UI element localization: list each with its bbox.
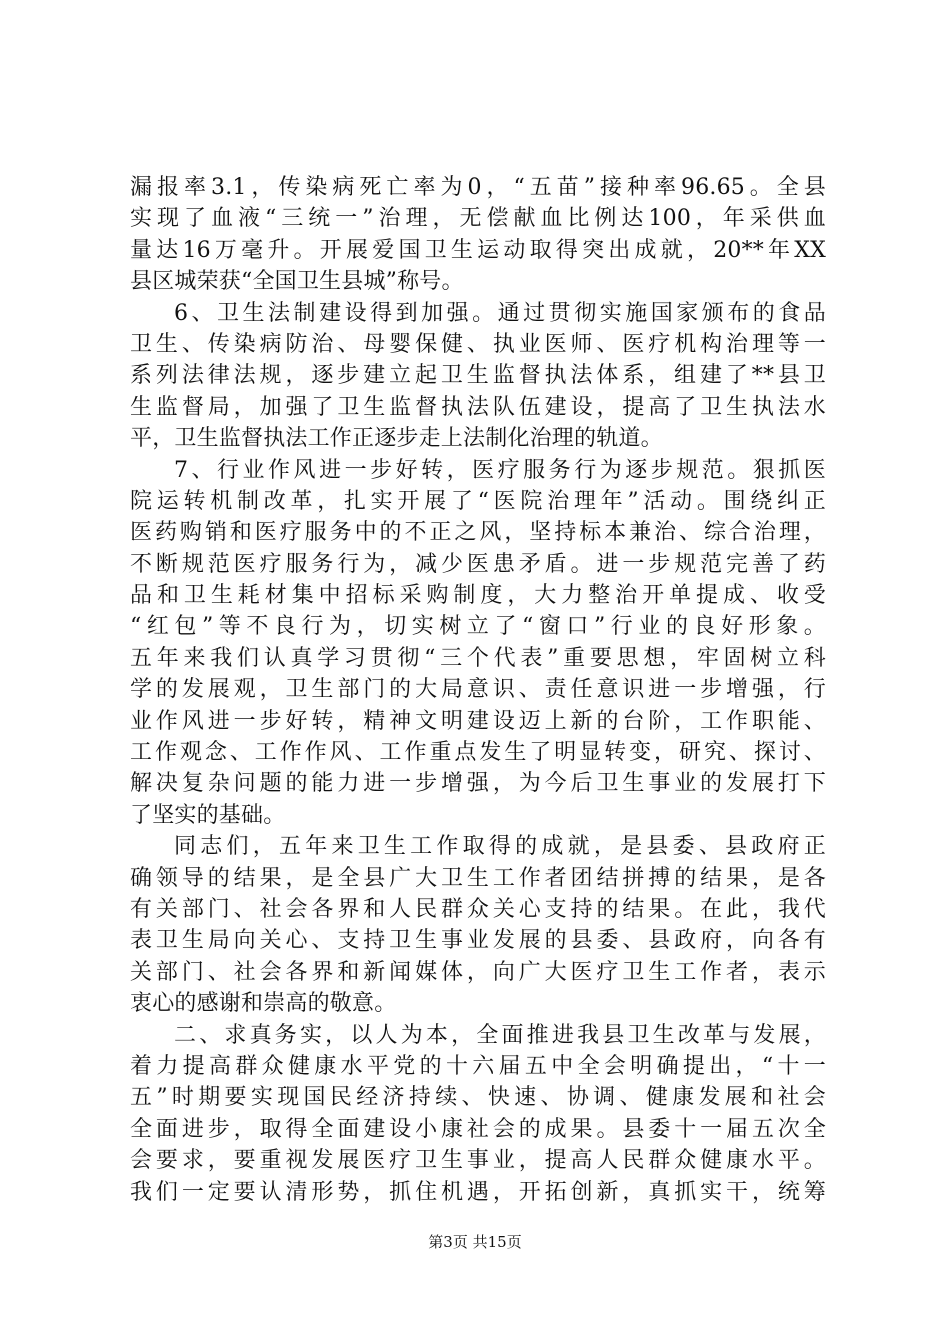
text-line: 着力提高群众健康水平党的十六届五中全会明确提出，“十一 bbox=[130, 1053, 826, 1079]
text-line: 二、求真务实，以人为本，全面推进我县卫生改革与发展， bbox=[174, 1022, 826, 1048]
text-line: 漏报率3.1，传染病死亡率为0，“五苗”接种率96.65。全县 bbox=[130, 175, 826, 200]
text-line: 会要求，要重视发展医疗卫生事业，提高人民群众健康水平。 bbox=[130, 1148, 826, 1174]
text-line: 卫生、传染病防治、母婴保健、执业医师、医疗机构治理等一 bbox=[130, 331, 826, 357]
text-line: 关部门、社会各界和新闻媒体，向广大医疗卫生工作者，表示 bbox=[130, 959, 826, 985]
page-number-footer: 第3页 共15页 bbox=[428, 1233, 522, 1251]
text-line: 县区城荣获“全国卫生县城”称号。 bbox=[130, 269, 464, 295]
text-line: 表卫生局向关心、支持卫生事业发展的县委、县政府，向各有 bbox=[130, 928, 826, 954]
text-line: 7、行业作风进一步好转，医疗服务行为逐步规范。狠抓医 bbox=[174, 457, 826, 483]
text-line: 五年来我们认真学习贯彻“三个代表”重要思想，牢固树立科 bbox=[130, 645, 826, 671]
text-line: 量达16万毫升。开展爱国卫生运动取得突出成就，20**年XX bbox=[130, 237, 826, 263]
text-line: 确领导的结果，是全县广大卫生工作者团结拼搏的结果，是各 bbox=[130, 865, 826, 891]
text-line: 系列法律法规，逐步建立起卫生监督执法体系，组建了**县卫 bbox=[130, 363, 826, 389]
text-line: 院运转机制改革，扎实开展了“医院治理年”活动。围绕纠正 bbox=[130, 488, 826, 514]
text-line: 同志们，五年来卫生工作取得的成就，是县委、县政府正 bbox=[174, 834, 826, 860]
text-line: 实现了血液“三统一”治理，无偿献血比例达100，年采供血 bbox=[130, 206, 826, 232]
text-line: 工作观念、工作作风、工作重点发生了明显转变，研究、探讨、 bbox=[130, 740, 826, 766]
text-line: 五”时期要实现国民经济持续、快速、协调、健康发展和社会 bbox=[130, 1085, 826, 1111]
text-line: 品和卫生耗材集中招标采购制度，大力整治开单提成、收受 bbox=[130, 583, 826, 609]
text-line: 学的发展观，卫生部门的大局意识、责任意识进一步增强，行 bbox=[130, 677, 826, 703]
body-text bbox=[130, 172, 826, 1208]
text-line: 医药购销和医疗服务中的不正之风，坚持标本兼治、综合治理， bbox=[130, 520, 826, 546]
text-line: 我们一定要认清形势，抓住机遇，开拓创新，真抓实干，统筹 bbox=[130, 1179, 826, 1205]
text-line: 全面进步，取得全面建设小康社会的成果。县委十一届五次全 bbox=[130, 1116, 826, 1142]
text-line: 解决复杂问题的能力进一步增强，为今后卫生事业的发展打下 bbox=[130, 771, 826, 797]
text-line: 有关部门、社会各界和人民群众关心支持的结果。在此，我代 bbox=[130, 896, 826, 922]
text-line: 业作风进一步好转，精神文明建设迈上新的台阶，工作职能、 bbox=[130, 708, 826, 734]
text-line: 了坚实的基础。 bbox=[130, 802, 286, 828]
text-line: 6、卫生法制建设得到加强。通过贯彻实施国家颁布的食品 bbox=[174, 300, 826, 326]
text-line: 衷心的感谢和崇高的敬意。 bbox=[130, 991, 397, 1017]
text-line: “红包”等不良行为，切实树立了“窗口”行业的良好形象。 bbox=[130, 614, 826, 640]
text-line: 平，卫生监督执法工作正逐步走上法制化治理的轨道。 bbox=[130, 426, 663, 452]
text-line: 生监督局，加强了卫生监督执法队伍建设，提高了卫生执法水 bbox=[130, 394, 826, 420]
text-line: 不断规范医疗服务行为，减少医患矛盾。进一步规范完善了药 bbox=[130, 551, 826, 577]
